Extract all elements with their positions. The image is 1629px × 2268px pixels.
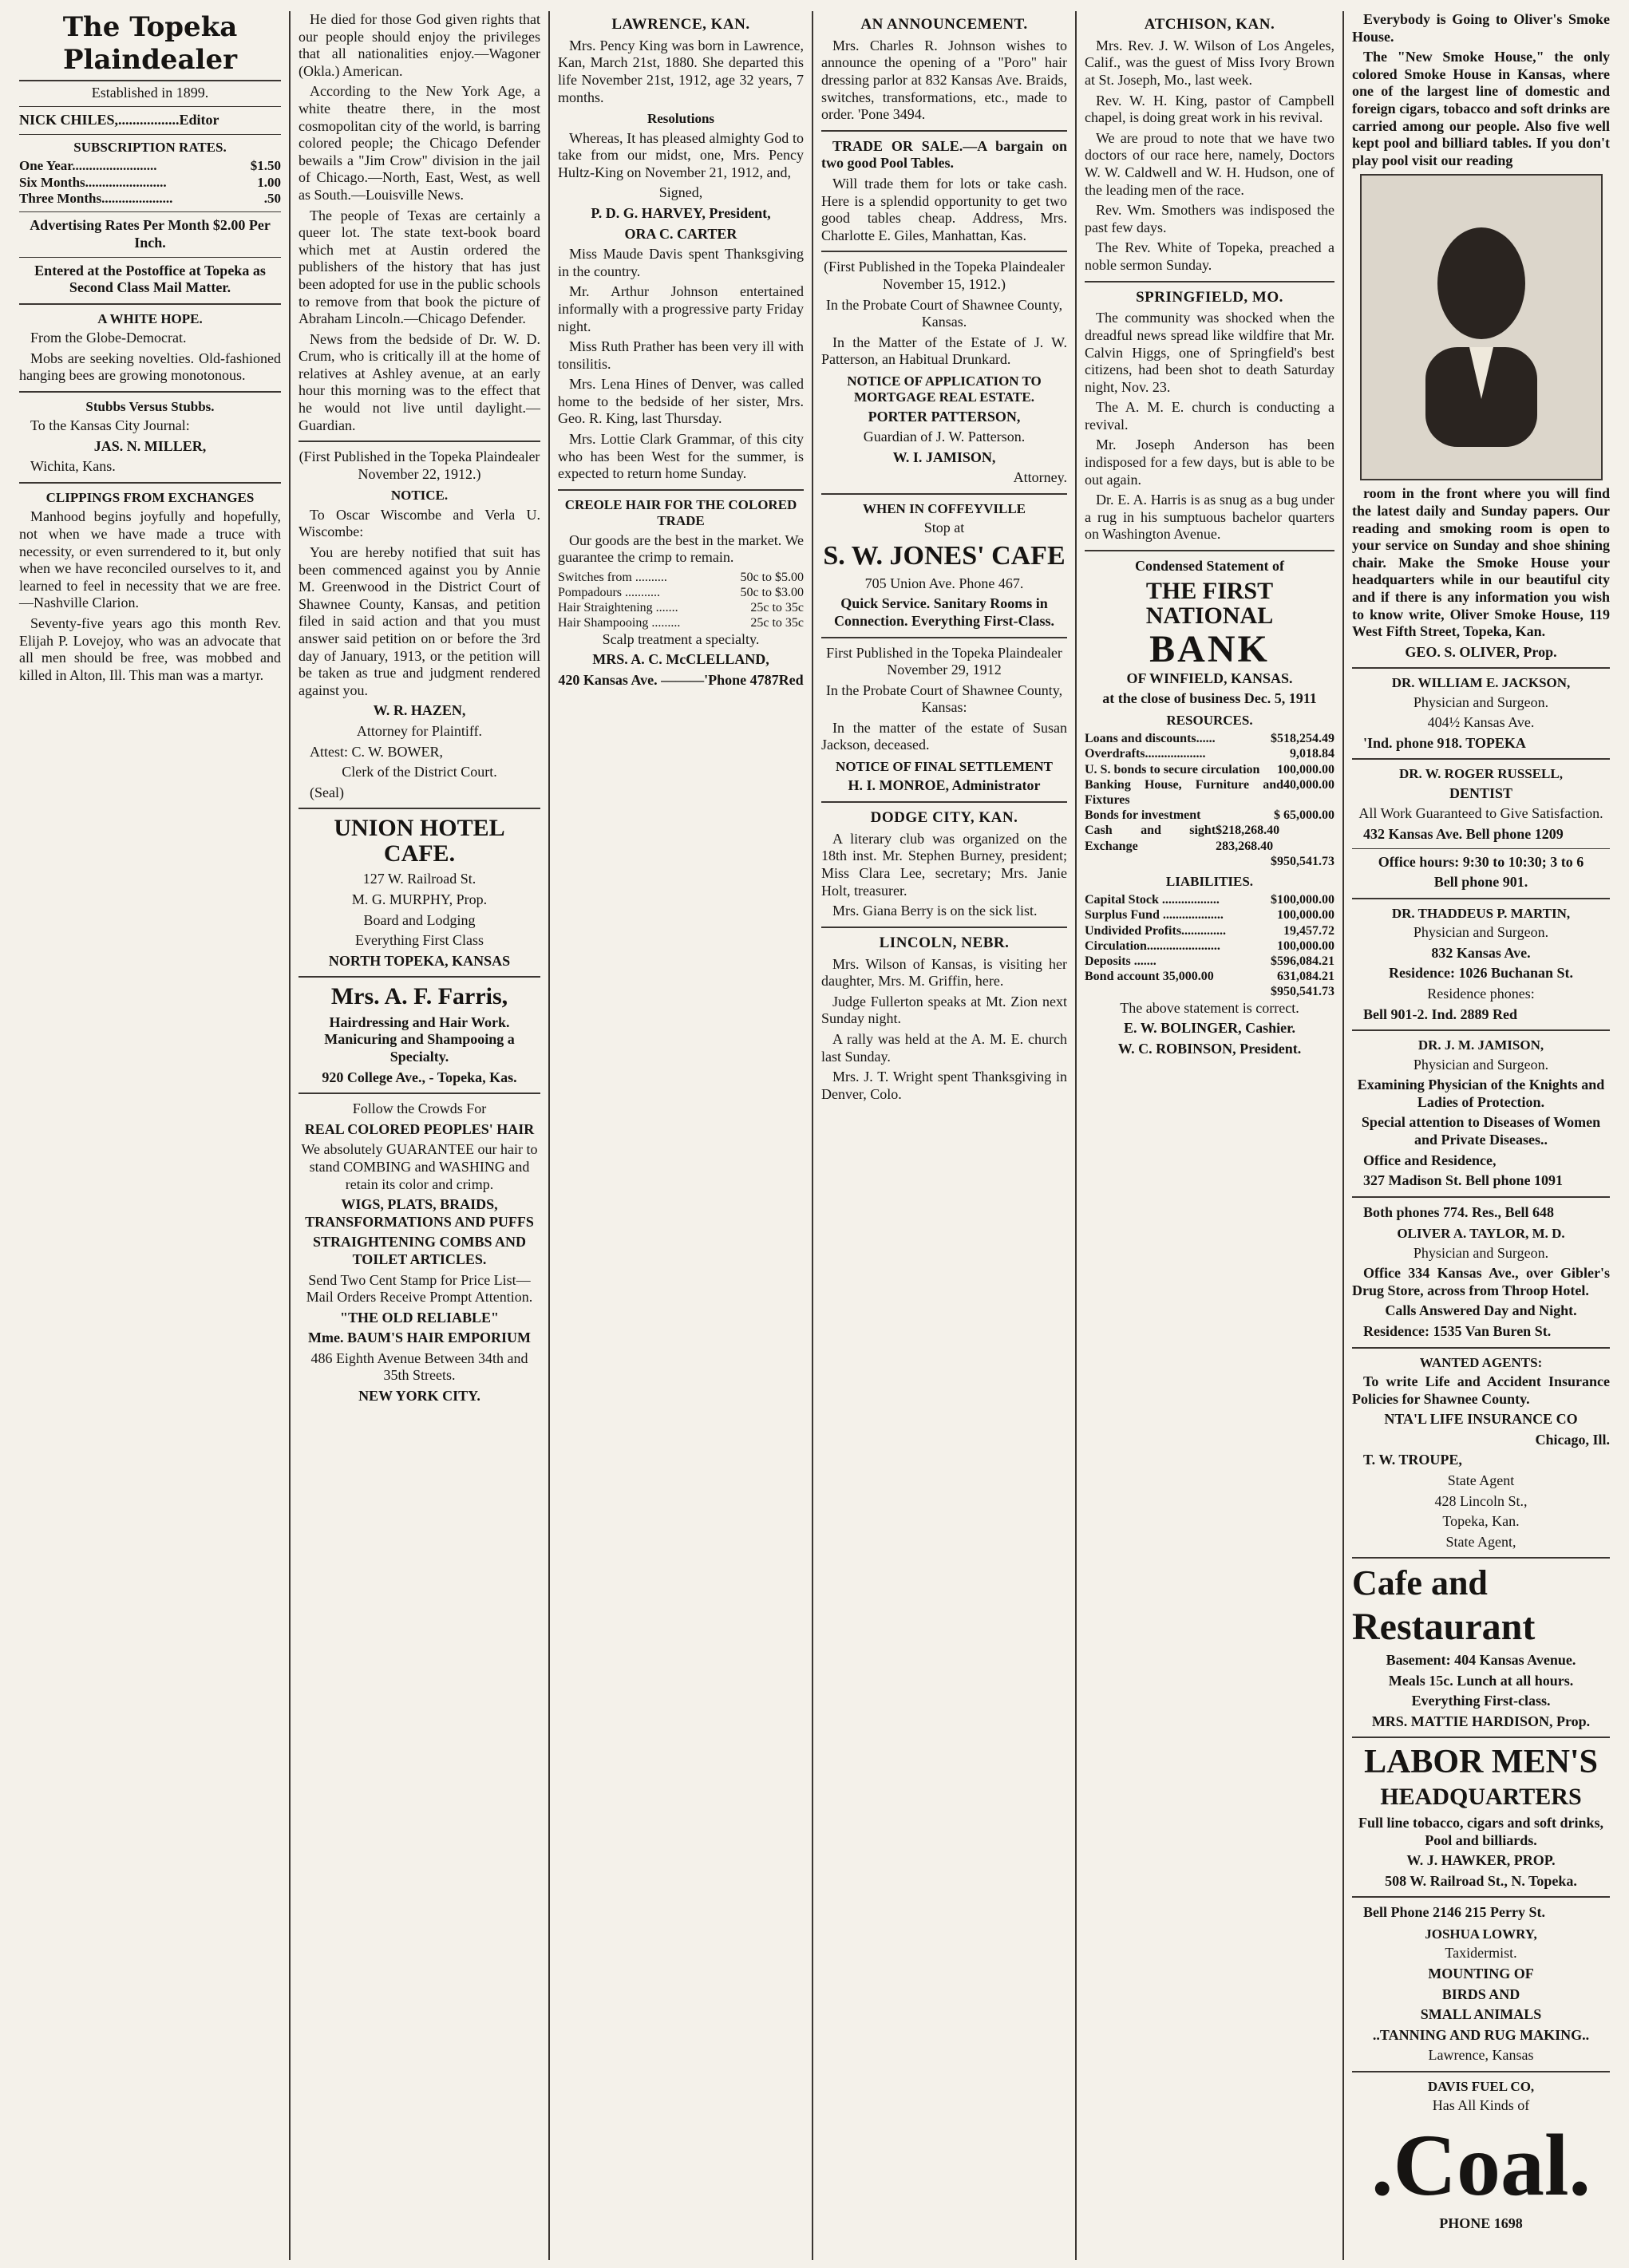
ad-line: Taxidermist. xyxy=(1445,1945,1517,1962)
notice-role: Attorney for Plaintiff. xyxy=(356,722,483,739)
article-heading: LINCOLN, NEBR. xyxy=(879,934,1010,951)
article-paragraph: Rev. Wm. Smothers was indisposed the past few days. xyxy=(1085,202,1334,235)
article-paragraph: The A. M. E. church is conducting a revival. xyxy=(1085,399,1334,433)
article-heading: SPRINGFIELD, MO. xyxy=(1136,288,1283,306)
ad-line: Has All Kinds of xyxy=(1432,2097,1530,2114)
article-paragraph: Miss Ruth Prather has been very ill with tonsilitis. xyxy=(558,338,804,372)
ad-line: Residence: 1535 Van Buren St. xyxy=(1363,1323,1552,1340)
rate-row: Three Months..................... .50 xyxy=(19,190,281,206)
court-line: In the Probate Court of Shawnee County, Kansas: xyxy=(825,682,1063,716)
attest-line: Attest: C. W. BOWER, xyxy=(310,743,444,760)
ad-line: 428 Lincoln St., xyxy=(1434,1492,1528,1509)
ad-line: Our goods are the best in the market. We guarantee the crimp to remain. xyxy=(558,531,804,566)
article-paragraph: Mrs. J. T. Wright spent Thanksgiving in Denver, Colo. xyxy=(821,1069,1067,1102)
article-paragraph: Mrs. Giana Berry is on the sick list. xyxy=(832,903,1038,919)
labor-subheading: HEADQUARTERS xyxy=(1380,1784,1582,1811)
ad-line: NEW YORK CITY. xyxy=(358,1388,480,1405)
notice-addressee: To Oscar Wiscombe and Verla U. Wiscombe: xyxy=(299,506,540,540)
notice-paragraph: You are hereby notified that suit has been commenced against you by Annie M. Greenwood in the District Court of Shawnee County, Kansas, and petition filed in said action and that you must answer said petition on or before the 3rd day of January, 1913, or the petition will be taken as true and judgment rendered against you. xyxy=(299,544,540,698)
ad-line: Stop at xyxy=(923,520,965,536)
article-paragraph: A rally was held at the A. M. E. church last Sunday. xyxy=(821,1030,1067,1065)
article-paragraph: Judge Fullerton speaks at Mt. Zion next Sunday night. xyxy=(821,993,1067,1027)
masthead-title: The Topeka Plaindealer xyxy=(19,11,281,81)
ad-line: Everything First Class xyxy=(355,932,484,949)
ad-line: Office and Residence, xyxy=(1363,1152,1497,1168)
article-paragraph: Everybody is Going to Oliver's Smoke House. xyxy=(1352,11,1610,45)
portrait-image xyxy=(1360,174,1603,480)
resolutions-heading: Resolutions xyxy=(646,111,715,127)
ad-line: BIRDS AND xyxy=(1441,1985,1520,2002)
article-paragraph: room in the front where you will find the latest daily and Sunday papers. Our reading and smoking room is open to your service on Sunday and shoe shining chair. Make the Smoke House your headquarters while in our beautiful city and if there is any information you wish to know write, Oliver Smoke House, 119 West Fifth Street, Topeka, Kan. xyxy=(1352,485,1610,640)
ledger-row: Deposits ....... $596,084.21 xyxy=(1085,954,1334,969)
article-paragraph: Mr. Joseph Anderson has been indisposed for a few days, but is able to be out again. xyxy=(1085,437,1334,488)
ad-heading: DR. THADDEUS P. MARTIN, xyxy=(1391,905,1571,921)
ad-line: Follow the Crowds For xyxy=(352,1100,487,1117)
estate-line: In the Matter of the Estate of J. W. Patterson, an Habitual Drunkard. xyxy=(821,334,1067,368)
labor-heading: LABOR MEN'S xyxy=(1364,1744,1598,1781)
ad-line: Examining Physician of the Knights and Ladies of Protection. xyxy=(1357,1077,1605,1110)
notice-heading: NOTICE. xyxy=(390,488,449,504)
article-paragraph: Mobs are seeking novelties. Old-fashioned hanging bees are growing monotonous. xyxy=(19,350,281,384)
signer: P. D. G. HARVEY, President, xyxy=(591,204,771,221)
ad-line: "THE OLD RELIABLE" xyxy=(339,1309,500,1326)
bank-name-2: BANK xyxy=(1149,627,1270,670)
resources-heading: RESOURCES. xyxy=(1166,712,1253,728)
notice-signature: PORTER PATTERSON, xyxy=(868,408,1021,425)
article-paragraph: Manhood begins joyfully and hopefully, not when we have made a truce with necessity, or even surrendered to it, but only when we have reconciled ourselves to it, and learned to feel in necessity that we are free.—Nashville Clarion. xyxy=(19,508,281,611)
article-paragraph: Mrs. Wilson of Kansas, is visiting her daughter, Mrs. M. Griffin, here. xyxy=(821,955,1067,990)
ad-line: Quick Service. Sanitary Rooms in Connection. Everything First-Class. xyxy=(834,595,1054,629)
ad-line: MRS. A. C. McCLELLAND, xyxy=(592,651,769,668)
ledger-row: Bonds for investment $ 65,000.00 xyxy=(1085,808,1334,823)
ad-line: We absolutely GUARANTEE our hair to stand COMBING and WASHING and retain its color and crimp. xyxy=(301,1141,538,1192)
notice-role: Guardian of J. W. Patterson. xyxy=(863,429,1026,445)
ad-line: Board and Lodging xyxy=(363,911,476,928)
coal-heading: .Coal. xyxy=(1371,2116,1591,2214)
ad-line: Full line tobacco, cigars and soft drinks, Pool and billiards. xyxy=(1358,1814,1604,1848)
notice-signature: W. I. JAMISON, xyxy=(892,448,996,465)
ledger-row: Loans and discounts...... $518,254.49 xyxy=(1085,732,1334,746)
bank-name-1: THE FIRST NATIONAL xyxy=(1145,577,1274,630)
ledger-row: Circulation....................... 100,000.00 xyxy=(1085,938,1334,953)
editor-line: NICK CHILES,.................Editor xyxy=(19,112,219,128)
union-hotel-heading: UNION HOTEL CAFE. xyxy=(334,815,505,867)
bank-note: The above statement is correct. xyxy=(1120,999,1299,1016)
ad-line: Both phones 774. Res., Bell 648 xyxy=(1363,1203,1555,1220)
article-paragraph: The community was shocked when the dreadful news spread like wildfire that Mr. Calvin Higgs, one of Springfield's best citizens, had been shot to death Saturday night, Nov. 23. xyxy=(1085,310,1334,395)
estate-line: In the matter of the estate of Susan Jackson, deceased. xyxy=(821,719,1067,753)
column-3 xyxy=(550,11,813,2260)
ad-line: Bell Phone 2146 215 Perry St. xyxy=(1363,1904,1545,1921)
bank-cashier: E. W. BOLINGER, Cashier. xyxy=(1124,1020,1295,1037)
farris-heading: Mrs. A. F. Farris, xyxy=(330,983,508,1010)
ad-line: M. G. MURPHY, Prop. xyxy=(351,891,488,907)
article-paragraph: We are proud to note that we have two doctors of our race here, namely, Doctors W. W. Caldwell and W. H. Hudson, one of the leading men of the race. xyxy=(1085,129,1334,198)
article-paragraph: Rev. W. H. King, pastor of Campbell chapel, is doing great work in his revival. xyxy=(1085,92,1334,126)
article-heading: Stubbs Versus Stubbs. xyxy=(85,398,215,414)
ad-line: Calls Answered Day and Night. xyxy=(1385,1302,1577,1319)
article-paragraph: News from the bedside of Dr. W. D. Crum, who is critically ill at the home of relatives at Ashley avenue, at an early hour this morning was to the effect that he would not live until daylight.—Guardian. xyxy=(299,330,540,433)
ad-line: Bell phone 901. xyxy=(1433,874,1528,891)
notice-heading: NOTICE OF FINAL SETTLEMENT xyxy=(836,759,1053,775)
article-heading: LAWRENCE, KAN. xyxy=(611,16,750,33)
article-paragraph: The people of Texas are certainly a queer lot. The state text-book board which met at Austin ordered the publishers of the history that has just been adopted for use in the public schools to remove from that book the picture of Abraham Lincoln.—Chicago Defender. xyxy=(299,207,540,327)
ad-line: 420 Kansas Ave. ———'Phone 4787Red xyxy=(558,671,804,688)
column-4 xyxy=(813,11,1077,2260)
ad-line: Residence phones: xyxy=(1427,985,1535,1002)
article-heading: ATCHISON, KAN. xyxy=(1144,16,1275,33)
article-paragraph: Mr. Arthur Johnson entertained informally with a progressive party Friday night. xyxy=(558,283,804,334)
ad-line: Meals 15c. Lunch at all hours. xyxy=(1388,1672,1574,1689)
article-paragraph: Whereas, It has pleased almighty God to take from our midst, one, Mrs. Pency Hultz-King on November 21, 1912, and, xyxy=(558,129,804,180)
publication-note: (First Published in the Topeka Plaindealer November 15, 1912.) xyxy=(824,259,1065,292)
ad-line: Lawrence, Kansas xyxy=(1428,2047,1534,2064)
ad-line: State Agent, xyxy=(1445,1533,1516,1550)
jones-cafe-heading: S. W. JONES' CAFE xyxy=(823,541,1066,571)
article-paragraph: The "New Smoke House," the only colored Smoke House in Kansas, where one of the largest line of domestic and foreign cigars, tobacco and soft drinks are carried among our people. Also five well kept pool and billiard tables. If you don't play pool visit our reading xyxy=(1352,49,1610,168)
article-heading: AN ANNOUNCEMENT. xyxy=(860,16,1028,33)
bank-president: W. C. ROBINSON, President. xyxy=(1117,1040,1302,1057)
oliver-signature: GEO. S. OLIVER, Prop. xyxy=(1405,643,1557,660)
price-row: Pompadours ........... 50c to $3.00 xyxy=(558,586,804,599)
price-row: Switches from .......... 50c to $5.00 xyxy=(558,570,804,584)
ad-line: Office hours: 9:30 to 10:30; 3 to 6 xyxy=(1378,853,1584,870)
article-paragraph: According to the New York Age, a white theatre there, in the most cosmopolitan city of the world, is barring colored people; the Chicago Defender bewails a "Jim Crow" division in the jail of Chicago.—North, East, West, as well as South.—Louisville News. xyxy=(299,83,540,203)
ad-line: To write Life and Accident Insurance Policies for Shawnee County. xyxy=(1352,1373,1610,1407)
advertising-rates: Advertising Rates Per Month $2.00 Per Inch. xyxy=(30,217,271,251)
notice-role: Attorney. xyxy=(1013,469,1067,486)
ad-line: All Work Guaranteed to Give Satisfaction. xyxy=(1358,805,1603,822)
article-place: Wichita, Kans. xyxy=(30,458,116,475)
notice-signature: H. I. MONROE, Administrator xyxy=(848,777,1041,794)
article-paragraph: Seventy-five years ago this month Rev. Elijah P. Lovejoy, who was an advocate that all men should be free, was mobbed and killed in Alton, Ill. This man was a martyr. xyxy=(19,615,281,683)
article-byline: To the Kansas City Journal: xyxy=(30,417,190,434)
publication-note: First Published in the Topeka Plaindealer November 29, 1912 xyxy=(826,644,1062,678)
ad-line: NTA'L LIFE INSURANCE CO xyxy=(1384,1411,1578,1428)
cafe-heading-2: Restaurant xyxy=(1352,1605,1536,1648)
rate-row: One Year......................... $1.50 xyxy=(19,158,281,174)
article-paragraph: Mrs. Lena Hines of Denver, was called home to the bedside of her sister, Mrs. Geo. R. King, last Thursday. xyxy=(558,376,804,427)
ad-line: WIGS, PLATS, BRAIDS, TRANSFORMATIONS AND PUFFS xyxy=(305,1196,534,1230)
ad-line: Residence: 1026 Buchanan St. xyxy=(1388,965,1574,982)
ad-heading: DAVIS FUEL CO, xyxy=(1427,2078,1535,2094)
ad-line: Physician and Surgeon. xyxy=(1413,693,1549,710)
column-1 xyxy=(11,11,291,2260)
ad-line: W. J. HAWKER, PROP. xyxy=(1406,1852,1556,1869)
signed-label: Signed, xyxy=(658,184,703,201)
ad-line: 705 Union Ave. Phone 467. xyxy=(864,575,1024,591)
article-paragraph: Dr. E. A. Harris is as snug as a bug under a rug in his sumptuous bachelor quarters on Washington Avenue. xyxy=(1085,492,1334,543)
ledger-row: Banking House, Furniture and Fixtures 40,000.00 xyxy=(1085,777,1334,807)
ledger-row: Capital Stock .................. $100,000.00 xyxy=(1085,893,1334,907)
article-heading: DODGE CITY, KAN. xyxy=(870,809,1018,827)
ad-line: Bell 901-2. Ind. 2889 Red xyxy=(1363,1006,1518,1022)
column-6 xyxy=(1344,11,1618,2260)
ad-line: Topeka, Kan. xyxy=(1442,1513,1520,1530)
ad-line: Physician and Surgeon. xyxy=(1413,1056,1549,1073)
ad-line: Physician and Surgeon. xyxy=(1413,1244,1549,1261)
publication-note: (First Published in the Topeka Plaindealer November 22, 1912.) xyxy=(299,448,540,482)
ad-line: 508 W. Railroad St., N. Topeka. xyxy=(1385,1872,1577,1889)
article-paragraph: Mrs. Charles R. Johnson wishes to announce the opening of a "Poro" hair dressing parlor at 832 Kansas Ave. Braids, switches, transformations, etc., made to order. 'Pone 3494. xyxy=(821,37,1067,123)
signer: ORA C. CARTER xyxy=(624,225,737,242)
article-paragraph: Mrs. Rev. J. W. Wilson of Los Angeles, Calif., was the guest of Miss Ivory Brown at St. Joseph, Mo., last week. xyxy=(1085,37,1334,88)
postoffice-entry: Entered at the Postoffice at Topeka as Second Class Mail Matter. xyxy=(34,262,266,296)
ad-line: Mme. BAUM'S HAIR EMPORIUM xyxy=(308,1330,531,1346)
article-paragraph: A literary club was organized on the 18th inst. Mr. Stephen Burney, president; Miss Clara Lee, secretary; Mrs. Janie Holt, treasurer. xyxy=(821,830,1067,899)
court-line: In the Probate Court of Shawnee County, Kansas. xyxy=(825,296,1063,330)
ad-line: Basement: 404 Kansas Avenue. xyxy=(1386,1651,1576,1668)
ad-line: T. W. TROUPE, xyxy=(1363,1452,1462,1468)
article-heading: CLIPPINGS FROM EXCHANGES xyxy=(45,490,255,506)
ad-line: ..TANNING AND RUG MAKING.. xyxy=(1372,2026,1590,2043)
ad-line: STRAIGHTENING COMBS AND TOILET ARTICLES. xyxy=(312,1234,527,1267)
ad-line: Physician and Surgeon. xyxy=(1413,924,1549,941)
cafe-heading-1: Cafe and xyxy=(1352,1563,1488,1603)
ad-line: MOUNTING OF xyxy=(1428,1965,1534,1982)
price-row: Hair Shampooing ......... 25c to 35c xyxy=(558,616,804,630)
ledger-total: $950,541.73 xyxy=(1271,985,1334,999)
trade-heading: TRADE OR SALE.—A bargain on two good Pool Tables. xyxy=(821,137,1067,172)
ad-heading: JOSHUA LOWRY, xyxy=(1425,1926,1537,1942)
ad-line: Special attention to Diseases of Women and Private Diseases.. xyxy=(1361,1114,1601,1148)
ad-line: PHONE 1698 xyxy=(1439,2215,1523,2231)
ad-line: 127 W. Railroad St. xyxy=(362,871,476,887)
ad-line: REAL COLORED PEOPLES' HAIR xyxy=(304,1120,535,1137)
portrait-icon xyxy=(1402,207,1561,447)
ad-heading: OLIVER A. TAYLOR, M. D. xyxy=(1397,1226,1565,1242)
ad-line: MRS. MATTIE HARDISON, Prop. xyxy=(1371,1713,1591,1729)
ad-line: 486 Eighth Avenue Between 34th and 35th Streets. xyxy=(310,1349,528,1384)
ledger-row: Overdrafts................... 9,018.84 xyxy=(1085,747,1334,761)
article-paragraph: Mrs. Lottie Clark Grammar, of this city who has been West for the summer, is expected to return home Sunday. xyxy=(558,431,804,482)
notice-heading: NOTICE OF APPLICATION TO MORTGAGE REAL ESTATE. xyxy=(847,373,1042,405)
bank-city: OF WINFIELD, KANSAS. xyxy=(1126,670,1293,686)
article-paragraph: He died for those God given rights that our people should enjoy the privileges that all nationalities enjoy.—Wagoner (Okla.) American. xyxy=(299,11,540,79)
attest-role: Clerk of the District Court. xyxy=(342,764,497,780)
ledger-row: Undivided Profits.............. 19,457.72 xyxy=(1085,923,1334,938)
ad-heading: WANTED AGENTS: xyxy=(1419,1354,1543,1370)
liabilities-heading: LIABILITIES. xyxy=(1165,873,1254,889)
coffeyville-heading: WHEN IN COFFEYVILLE xyxy=(862,501,1026,517)
ad-line: Send Two Cent Stamp for Price List—Mail Orders Receive Prompt Attention. xyxy=(306,1271,533,1306)
ad-line: Chicago, Ill. xyxy=(1535,1431,1610,1448)
column-2 xyxy=(291,11,550,2260)
ledger-row: Bond account 35,000.00 631,084.21 xyxy=(1085,970,1334,984)
ad-line: 432 Kansas Ave. Bell phone 1209 xyxy=(1363,826,1564,843)
article-paragraph: Miss Maude Davis spent Thanksgiving in the country. xyxy=(558,246,804,279)
ad-heading: DR. WILLIAM E. JACKSON, xyxy=(1391,675,1571,691)
seal-line: (Seal) xyxy=(310,784,344,800)
creole-heading: CREOLE HAIR FOR THE COLORED TRADE xyxy=(564,496,797,529)
ad-line: Hairdressing and Hair Work. Manicuring and Shampooing a Specialty. xyxy=(324,1013,515,1065)
article-paragraph: The Rev. White of Topeka, preached a noble sermon Sunday. xyxy=(1085,239,1334,273)
rate-row: Six Months........................ 1.00 xyxy=(19,174,281,190)
ledger-row: Cash and sight Exchange $218,268.40 283,268.40 xyxy=(1085,824,1280,853)
ad-line: 'Ind. phone 918. TOPEKA xyxy=(1363,734,1526,751)
ledger-row: U. S. bonds to secure circulation 100,000.00 xyxy=(1085,762,1334,776)
ad-line: DENTIST xyxy=(1449,784,1513,801)
ad-heading: DR. W. ROGER RUSSELL, xyxy=(1398,766,1563,782)
article-heading: A WHITE HOPE. xyxy=(97,310,203,326)
ad-line: SMALL ANIMALS xyxy=(1420,2006,1542,2023)
notice-signature: W. R. HAZEN, xyxy=(373,702,466,719)
subscription-heading: SUBSCRIPTION RATES. xyxy=(73,139,227,155)
ad-line: NORTH TOPEKA, KANSAS xyxy=(328,952,511,969)
column-5 xyxy=(1077,11,1344,2260)
price-row: Hair Straightening ....... 25c to 35c xyxy=(558,601,804,615)
ad-line: 832 Kansas Ave. xyxy=(1431,944,1531,961)
bank-intro: Condensed Statement of xyxy=(1135,558,1284,575)
ad-line: State Agent xyxy=(1447,1472,1515,1489)
ad-line: Everything First-class. xyxy=(1411,1693,1551,1709)
article-paragraph: Mrs. Pency King was born in Lawrence, Kan, March 21st, 1880. She departed this life November 21st, 1912, age 32 years, 7 months. xyxy=(558,37,804,105)
ad-heading: DR. J. M. JAMISON, xyxy=(1417,1037,1544,1053)
ad-line: 327 Madison St. Bell phone 1091 xyxy=(1363,1172,1564,1189)
article-byline: From the Globe-Democrat. xyxy=(30,330,187,346)
ad-line: 920 College Ave., - Topeka, Kas. xyxy=(322,1069,517,1085)
ledger-total: $950,541.73 xyxy=(1271,854,1334,868)
article-signature: JAS. N. MILLER, xyxy=(93,437,207,454)
ad-line: Scalp treatment a specialty. xyxy=(602,630,760,647)
bank-date: at the close of business Dec. 5, 1911 xyxy=(1102,690,1317,707)
ad-line: Office 334 Kansas Ave., over Gibler's Drug Store, across from Throop Hotel. xyxy=(1352,1265,1610,1298)
ledger-row: Surplus Fund ................... 100,000.00 xyxy=(1085,908,1334,923)
established-line: Established in 1899. xyxy=(91,84,209,101)
ad-line: 404½ Kansas Ave. xyxy=(1427,714,1535,731)
article-paragraph: Will trade them for lots or take cash. Here is a splendid opportunity to get two good tables cheap. Address, Mrs. Charlotte E. Giles, Manhattan, Kas. xyxy=(821,175,1067,243)
